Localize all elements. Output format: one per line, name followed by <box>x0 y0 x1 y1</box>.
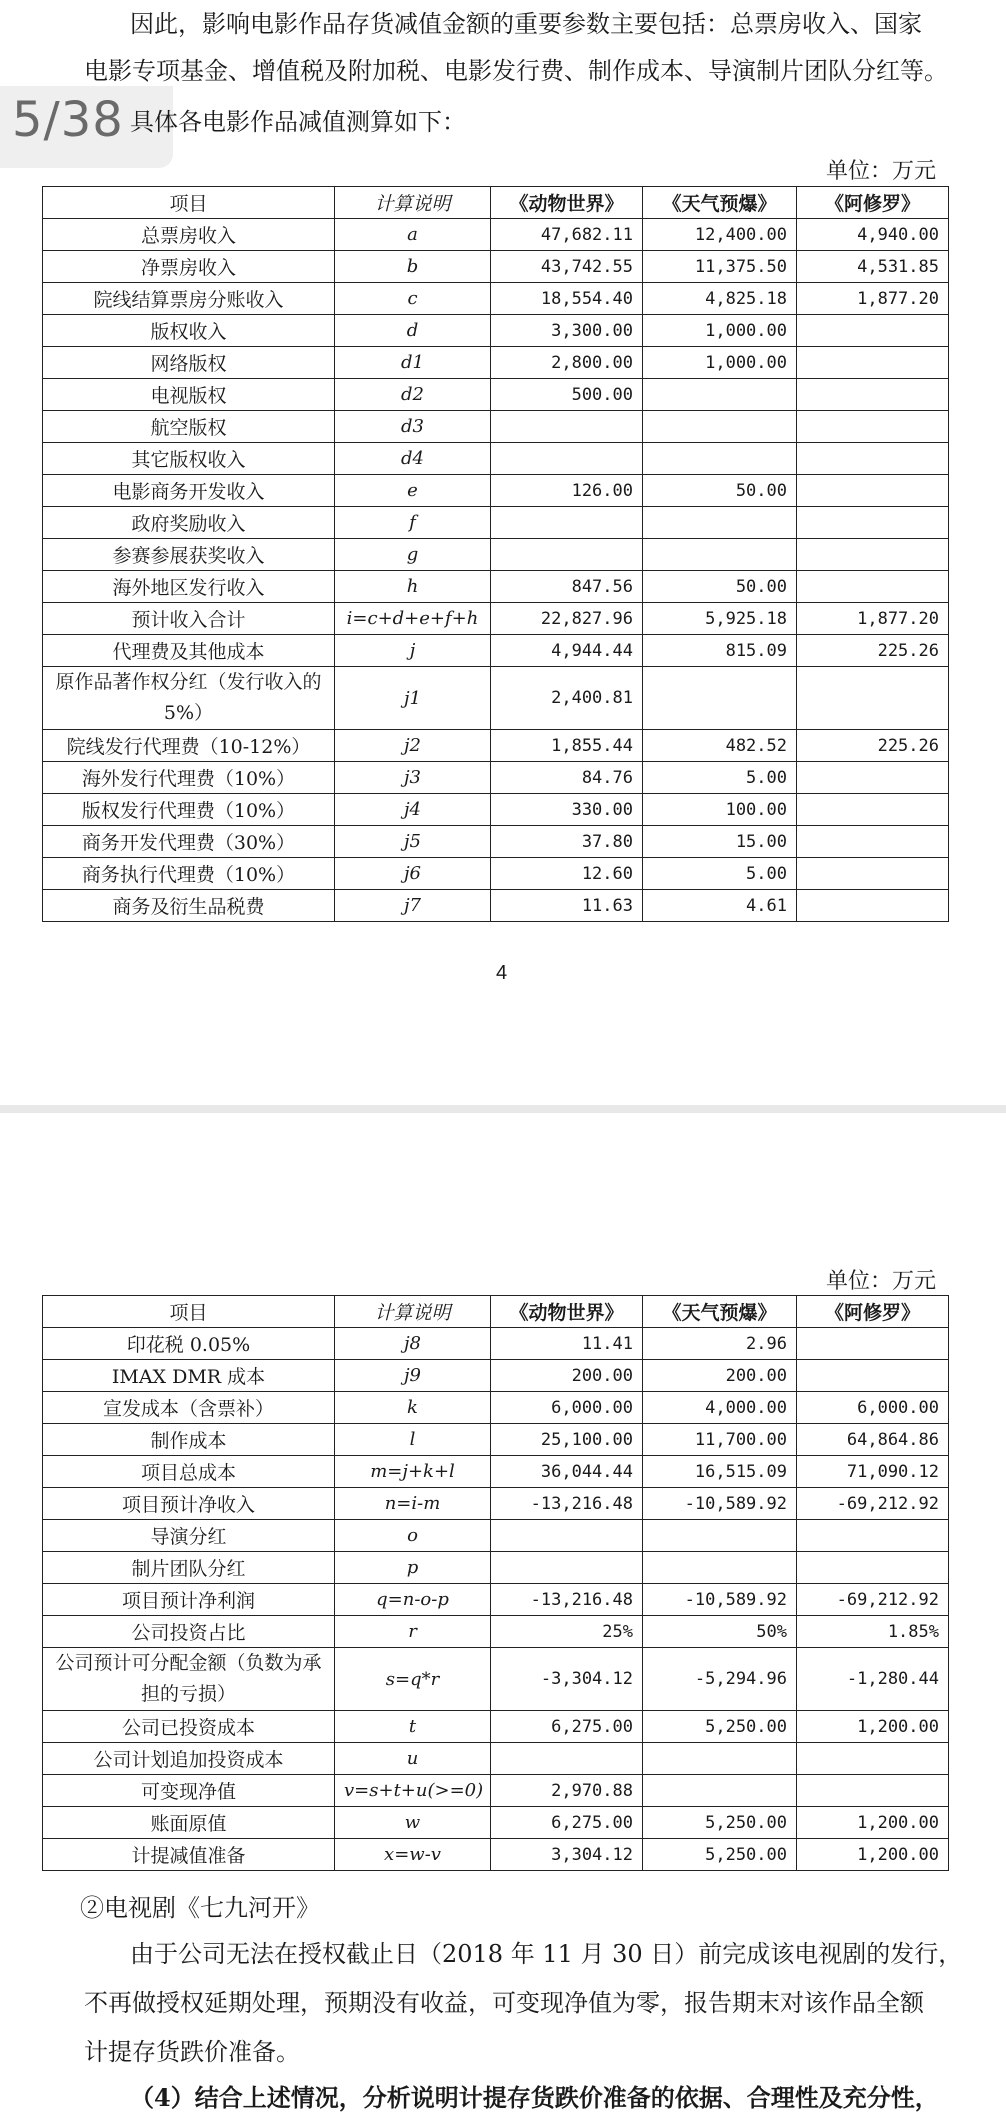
formula-cell: w <box>335 1807 491 1839</box>
value-cell: 18,554.40 <box>491 283 643 315</box>
formula-cell: o <box>335 1520 491 1552</box>
section-heading: （4）结合上述情况，分析说明计提存货跌价准备的依据、合理性及充分性， <box>130 2083 939 2112</box>
item-cell: 海外地区发行收入 <box>43 571 335 603</box>
item-cell: 预计收入合计 <box>43 603 335 635</box>
value-cell: 11.41 <box>491 1328 643 1360</box>
value-cell <box>797 762 949 794</box>
value-cell: 1,877.20 <box>797 283 949 315</box>
formula-cell: d <box>335 315 491 347</box>
formula-cell: g <box>335 539 491 571</box>
item-cell: 总票房收入 <box>43 219 335 251</box>
formula-cell: j2 <box>335 730 491 762</box>
table-row <box>43 283 949 315</box>
item-cell: 电视版权 <box>43 379 335 411</box>
formula-cell: j9 <box>335 1360 491 1392</box>
value-cell: 5.00 <box>643 858 797 890</box>
formula-cell: d4 <box>335 443 491 475</box>
page-divider <box>0 1105 1006 1113</box>
formula-cell: k <box>335 1392 491 1424</box>
table-row <box>43 315 949 347</box>
value-cell <box>797 347 949 379</box>
value-cell: 2,970.88 <box>491 1775 643 1807</box>
value-cell: 6,000.00 <box>491 1392 643 1424</box>
value-cell: 16,515.09 <box>643 1456 797 1488</box>
unit-label-table-2: 单位：万元 <box>825 1269 936 1294</box>
item-cell: 商务开发代理费（30%） <box>43 826 335 858</box>
table-row <box>43 1328 949 1360</box>
value-cell <box>797 1520 949 1552</box>
value-cell: 225.26 <box>797 730 949 762</box>
value-cell: 482.52 <box>643 730 797 762</box>
formula-cell: c <box>335 283 491 315</box>
column-header: 《动物世界》 <box>491 187 643 219</box>
value-cell <box>797 379 949 411</box>
value-cell <box>643 507 797 539</box>
table-row <box>43 794 949 826</box>
value-cell <box>643 667 797 730</box>
value-cell <box>797 1743 949 1775</box>
formula-cell: a <box>335 219 491 251</box>
column-header: 《阿修罗》 <box>797 187 949 219</box>
value-cell <box>797 890 949 922</box>
table-header-row <box>43 1296 949 1328</box>
column-header: 项目 <box>43 187 335 219</box>
table-row <box>43 475 949 507</box>
formula-cell: d2 <box>335 379 491 411</box>
column-header: 《天气预爆》 <box>643 187 797 219</box>
item-cell: 海外发行代理费（10%） <box>43 762 335 794</box>
item-cell: 印花税 0.05% <box>43 1328 335 1360</box>
value-cell: -3,304.12 <box>491 1648 643 1711</box>
item-cell: 公司已投资成本 <box>43 1711 335 1743</box>
value-cell: 847.56 <box>491 571 643 603</box>
table-row <box>43 635 949 667</box>
value-cell: 25% <box>491 1616 643 1648</box>
value-cell <box>797 443 949 475</box>
value-cell <box>643 1520 797 1552</box>
table-row <box>43 571 949 603</box>
intro-line-1: 因此，影响电影作品存货减值金额的重要参数主要包括：总票房收入、国家 <box>130 10 922 38</box>
value-cell <box>797 1552 949 1584</box>
value-cell: 37.80 <box>491 826 643 858</box>
value-cell: 1,200.00 <box>797 1807 949 1839</box>
value-cell <box>643 411 797 443</box>
value-cell: 12.60 <box>491 858 643 890</box>
value-cell: 2.96 <box>643 1328 797 1360</box>
item-cell: 原作品著作权分红（发行收入的5%） <box>43 667 335 730</box>
value-cell <box>797 507 949 539</box>
item-cell: 院线结算票房分账收入 <box>43 283 335 315</box>
value-cell <box>491 507 643 539</box>
table-row <box>43 1360 949 1392</box>
column-header: 计算说明 <box>335 187 491 219</box>
column-header: 《阿修罗》 <box>797 1296 949 1328</box>
formula-cell: s=q*r <box>335 1648 491 1711</box>
value-cell: -13,216.48 <box>491 1584 643 1616</box>
item-cell: 版权收入 <box>43 315 335 347</box>
table-row <box>43 826 949 858</box>
value-cell <box>643 379 797 411</box>
item-cell: 院线发行代理费（10-12%） <box>43 730 335 762</box>
table-row <box>43 603 949 635</box>
value-cell: 12,400.00 <box>643 219 797 251</box>
item-cell: 商务执行代理费（10%） <box>43 858 335 890</box>
value-cell: 1,000.00 <box>643 315 797 347</box>
table-row <box>43 890 949 922</box>
value-cell: 47,682.11 <box>491 219 643 251</box>
formula-cell: v=s+t+u(>=0) <box>335 1775 491 1807</box>
value-cell: 100.00 <box>643 794 797 826</box>
item-cell: 导演分红 <box>43 1520 335 1552</box>
table-row <box>43 251 949 283</box>
table-header-row <box>43 187 949 219</box>
table-row <box>43 1552 949 1584</box>
value-cell <box>491 443 643 475</box>
value-cell: 1,200.00 <box>797 1711 949 1743</box>
value-cell <box>491 1552 643 1584</box>
item-cell: 商务及衍生品税费 <box>43 890 335 922</box>
value-cell: 50.00 <box>643 571 797 603</box>
value-cell: 5,250.00 <box>643 1807 797 1839</box>
value-cell: -10,589.92 <box>643 1488 797 1520</box>
formula-cell: u <box>335 1743 491 1775</box>
value-cell <box>643 1743 797 1775</box>
value-cell <box>491 1520 643 1552</box>
value-cell: 4.61 <box>643 890 797 922</box>
value-cell <box>797 571 949 603</box>
value-cell <box>491 539 643 571</box>
value-cell: 815.09 <box>643 635 797 667</box>
value-cell: 5,250.00 <box>643 1711 797 1743</box>
value-cell <box>797 539 949 571</box>
column-header: 《动物世界》 <box>491 1296 643 1328</box>
item-cell: 代理费及其他成本 <box>43 635 335 667</box>
value-cell: 84.76 <box>491 762 643 794</box>
value-cell: 6,275.00 <box>491 1711 643 1743</box>
table-row <box>43 1711 949 1743</box>
value-cell: 11,375.50 <box>643 251 797 283</box>
value-cell: 1,200.00 <box>797 1839 949 1871</box>
value-cell: -1,280.44 <box>797 1648 949 1711</box>
value-cell: -5,294.96 <box>643 1648 797 1711</box>
formula-cell: j1 <box>335 667 491 730</box>
formula-cell: n=i-m <box>335 1488 491 1520</box>
value-cell <box>797 1360 949 1392</box>
value-cell: 2,400.81 <box>491 667 643 730</box>
column-header: 《天气预爆》 <box>643 1296 797 1328</box>
item-cell: 计提减值准备 <box>43 1839 335 1871</box>
value-cell: 11,700.00 <box>643 1424 797 1456</box>
value-cell: -10,589.92 <box>643 1584 797 1616</box>
item-cell: 公司投资占比 <box>43 1616 335 1648</box>
column-header: 计算说明 <box>335 1296 491 1328</box>
formula-cell: f <box>335 507 491 539</box>
value-cell: 500.00 <box>491 379 643 411</box>
table-row <box>43 219 949 251</box>
item-cell: 项目总成本 <box>43 1456 335 1488</box>
item-cell: 宣发成本（含票补） <box>43 1392 335 1424</box>
item-cell: 电影商务开发收入 <box>43 475 335 507</box>
table-row <box>43 379 949 411</box>
value-cell: 6,000.00 <box>797 1392 949 1424</box>
value-cell: 5,925.18 <box>643 603 797 635</box>
formula-cell: m=j+k+l <box>335 1456 491 1488</box>
item-cell: 参赛参展获奖收入 <box>43 539 335 571</box>
table-row <box>43 1488 949 1520</box>
value-cell: -13,216.48 <box>491 1488 643 1520</box>
value-cell <box>643 1552 797 1584</box>
formula-cell: r <box>335 1616 491 1648</box>
formula-cell: x=w-v <box>335 1839 491 1871</box>
value-cell: 3,304.12 <box>491 1839 643 1871</box>
value-cell: 5,250.00 <box>643 1839 797 1871</box>
value-cell <box>797 826 949 858</box>
value-cell: 50.00 <box>643 475 797 507</box>
value-cell: 6,275.00 <box>491 1807 643 1839</box>
value-cell: 126.00 <box>491 475 643 507</box>
table-row <box>43 1456 949 1488</box>
formula-cell: h <box>335 571 491 603</box>
value-cell <box>643 539 797 571</box>
value-cell <box>797 794 949 826</box>
table-row <box>43 1424 949 1456</box>
table-row <box>43 1743 949 1775</box>
formula-cell: j6 <box>335 858 491 890</box>
table-row <box>43 539 949 571</box>
table-row <box>43 1584 949 1616</box>
value-cell: 200.00 <box>643 1360 797 1392</box>
value-cell <box>797 315 949 347</box>
formula-cell: d1 <box>335 347 491 379</box>
table-row <box>43 411 949 443</box>
item-cell: 公司预计可分配金额（负数为承担的亏损） <box>43 1648 335 1711</box>
value-cell <box>797 1328 949 1360</box>
value-cell <box>491 1743 643 1775</box>
value-cell: 330.00 <box>491 794 643 826</box>
impairment-table-part-2 <box>42 1295 949 1871</box>
value-cell <box>797 475 949 507</box>
item-cell: 网络版权 <box>43 347 335 379</box>
value-cell: 50% <box>643 1616 797 1648</box>
tv-paragraph-line-1: 由于公司无法在授权截止日（2018 年 11 月 30 日）前完成该电视剧的发行， <box>130 1940 963 1968</box>
tv-series-heading: ②电视剧《七九河开》 <box>80 1894 320 1922</box>
item-cell: 公司计划追加投资成本 <box>43 1743 335 1775</box>
value-cell <box>797 411 949 443</box>
value-cell: 5.00 <box>643 762 797 794</box>
table-row <box>43 443 949 475</box>
table-row <box>43 1520 949 1552</box>
formula-cell: e <box>335 475 491 507</box>
value-cell: 4,944.44 <box>491 635 643 667</box>
item-cell: IMAX DMR 成本 <box>43 1360 335 1392</box>
item-cell: 政府奖励收入 <box>43 507 335 539</box>
value-cell <box>797 858 949 890</box>
table-row <box>43 1648 949 1711</box>
formula-cell: j5 <box>335 826 491 858</box>
value-cell: -69,212.92 <box>797 1584 949 1616</box>
value-cell: 43,742.55 <box>491 251 643 283</box>
table-row <box>43 1807 949 1839</box>
item-cell: 航空版权 <box>43 411 335 443</box>
formula-cell: p <box>335 1552 491 1584</box>
formula-cell: j4 <box>335 794 491 826</box>
item-cell: 可变现净值 <box>43 1775 335 1807</box>
value-cell <box>797 667 949 730</box>
formula-cell: l <box>335 1424 491 1456</box>
item-cell: 项目预计净收入 <box>43 1488 335 1520</box>
value-cell: 4,000.00 <box>643 1392 797 1424</box>
page-indicator: 5/38 <box>12 92 124 148</box>
value-cell <box>643 1775 797 1807</box>
item-cell: 制片团队分红 <box>43 1552 335 1584</box>
value-cell: 225.26 <box>797 635 949 667</box>
item-cell: 版权发行代理费（10%） <box>43 794 335 826</box>
table-row <box>43 1616 949 1648</box>
column-header: 项目 <box>43 1296 335 1328</box>
table-row <box>43 1839 949 1871</box>
formula-cell: j8 <box>335 1328 491 1360</box>
value-cell: 4,531.85 <box>797 251 949 283</box>
item-cell: 账面原值 <box>43 1807 335 1839</box>
value-cell: 200.00 <box>491 1360 643 1392</box>
item-cell: 制作成本 <box>43 1424 335 1456</box>
value-cell: 2,800.00 <box>491 347 643 379</box>
table-row <box>43 1392 949 1424</box>
unit-label-table-1: 单位：万元 <box>825 159 936 184</box>
page-number: 4 <box>496 962 508 984</box>
value-cell: 1.85% <box>797 1616 949 1648</box>
table-row <box>43 667 949 730</box>
formula-cell: b <box>335 251 491 283</box>
value-cell: 22,827.96 <box>491 603 643 635</box>
item-cell: 净票房收入 <box>43 251 335 283</box>
value-cell: 4,825.18 <box>643 283 797 315</box>
table-row <box>43 1775 949 1807</box>
formula-cell: d3 <box>335 411 491 443</box>
table-row <box>43 347 949 379</box>
value-cell: 1,877.20 <box>797 603 949 635</box>
value-cell: 25,100.00 <box>491 1424 643 1456</box>
intro-line-2: 电影专项基金、增值税及附加税、电影发行费、制作成本、导演制片团队分红等。 <box>84 57 948 85</box>
tv-paragraph-line-2: 不再做授权延期处理，预期没有收益，可变现净值为零，报告期末对该作品全额 <box>84 1989 924 2017</box>
value-cell <box>643 443 797 475</box>
value-cell: 11.63 <box>491 890 643 922</box>
table-row <box>43 858 949 890</box>
value-cell: 1,000.00 <box>643 347 797 379</box>
value-cell: 1,855.44 <box>491 730 643 762</box>
table-row <box>43 730 949 762</box>
table-row <box>43 762 949 794</box>
formula-cell: j <box>335 635 491 667</box>
item-cell: 项目预计净利润 <box>43 1584 335 1616</box>
formula-cell: j3 <box>335 762 491 794</box>
value-cell: 15.00 <box>643 826 797 858</box>
formula-cell: j7 <box>335 890 491 922</box>
formula-cell: i=c+d+e+f+h <box>335 603 491 635</box>
value-cell: 36,044.44 <box>491 1456 643 1488</box>
value-cell <box>491 411 643 443</box>
formula-cell: t <box>335 1711 491 1743</box>
value-cell: 4,940.00 <box>797 219 949 251</box>
table-row <box>43 507 949 539</box>
formula-cell: q=n-o-p <box>335 1584 491 1616</box>
intro-line-3: 具体各电影作品减值测算如下： <box>130 108 466 136</box>
value-cell: 64,864.86 <box>797 1424 949 1456</box>
impairment-table-part-1 <box>42 186 949 922</box>
value-cell: -69,212.92 <box>797 1488 949 1520</box>
value-cell <box>797 1775 949 1807</box>
value-cell: 3,300.00 <box>491 315 643 347</box>
tv-paragraph-line-3: 计提存货跌价准备。 <box>84 2038 300 2066</box>
value-cell: 71,090.12 <box>797 1456 949 1488</box>
item-cell: 其它版权收入 <box>43 443 335 475</box>
